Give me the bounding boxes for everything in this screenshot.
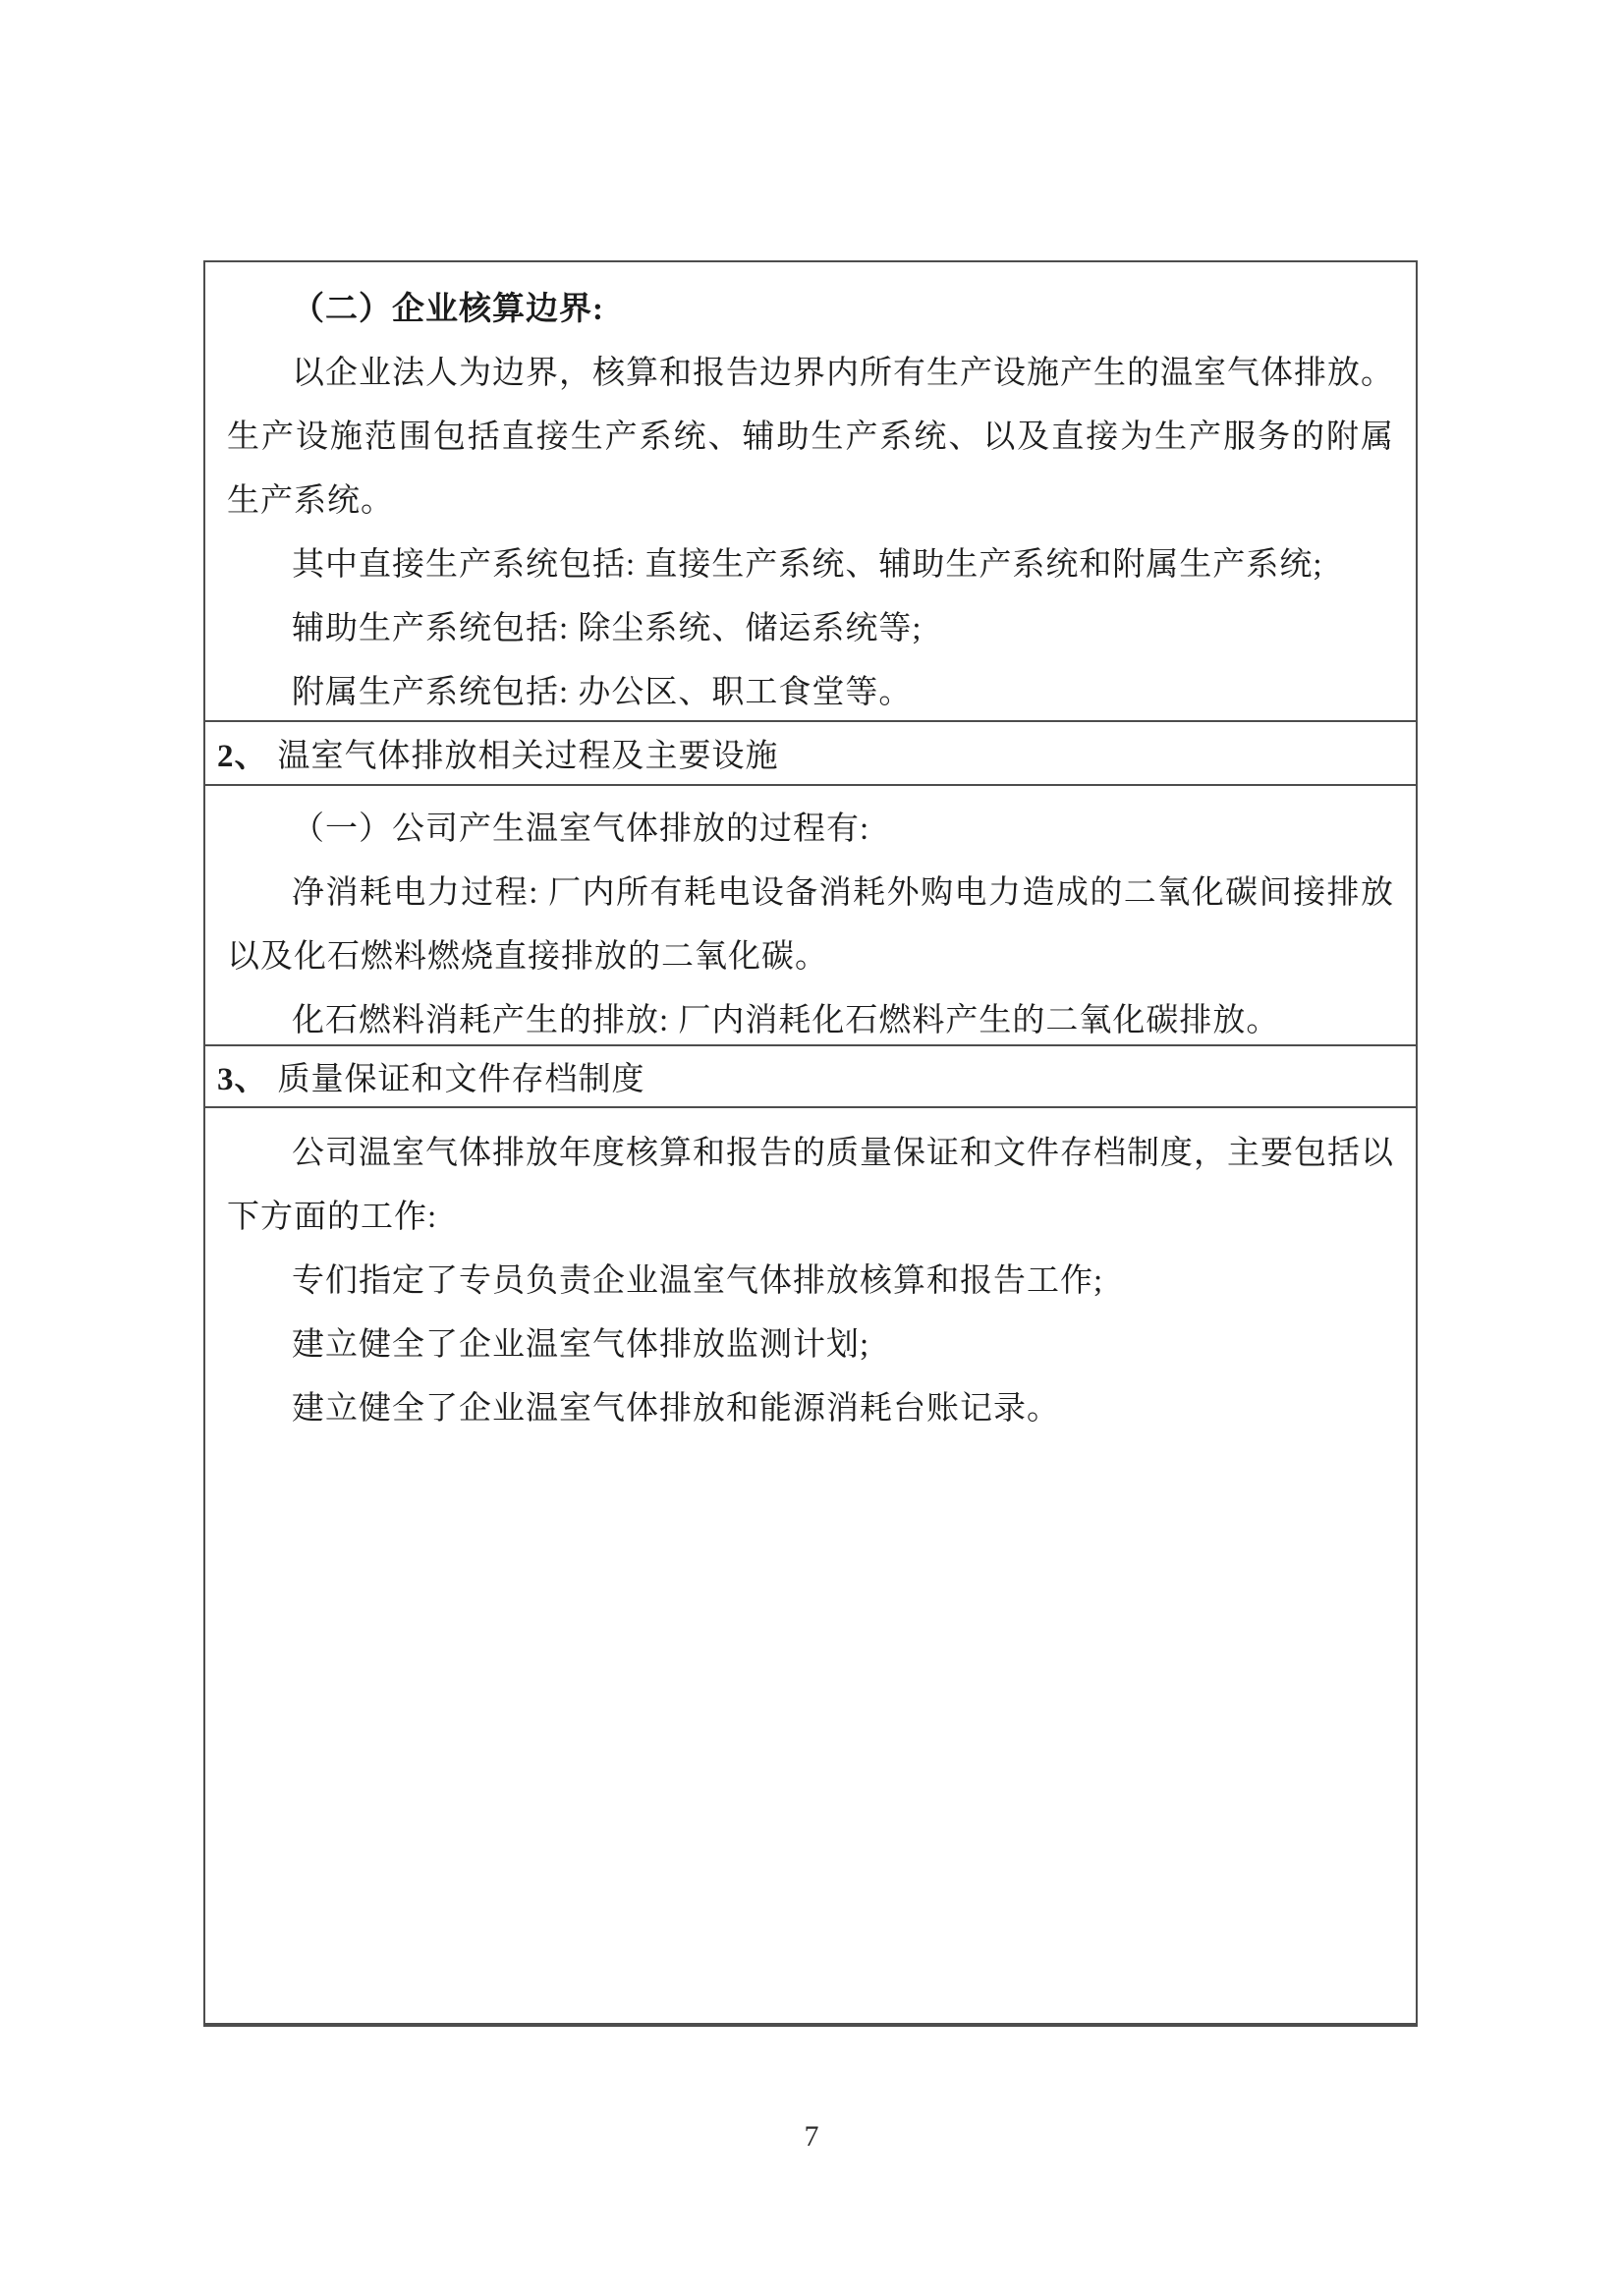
paragraph: （一）公司产生温室气体排放的过程有: <box>292 812 870 847</box>
row-heading-3-label: 质量保证和文件存档制度 <box>277 1062 645 1097</box>
section-boundary-cell <box>205 262 1416 720</box>
paragraph: 专们指定了专员负责企业温室气体排放核算和报告工作; <box>292 1263 1104 1299</box>
section-boundary-title: （二）企业核算边界: <box>292 292 604 327</box>
row-heading-2-label: 温室气体排放相关过程及主要设施 <box>277 739 779 774</box>
report-table <box>203 260 1418 2027</box>
section-process-cell <box>205 786 1416 1044</box>
row-heading-2 <box>205 720 1416 786</box>
paragraph: 建立健全了企业温室气体排放监测计划; <box>292 1327 870 1363</box>
paragraph: 以企业法人为边界，核算和报告边界内所有生产设施产生的温室气体排放。生产设施范围包括直接生产系统、辅助生产系统、以及直接为生产服务的附属生产系统。 <box>227 356 1394 519</box>
row-heading-3 <box>205 1044 1416 1108</box>
paragraph: 化石燃料消耗产生的排放: 厂内消耗化石燃料产生的二氧化碳排放。 <box>292 1003 1280 1038</box>
page-number: 7 <box>804 2120 819 2153</box>
row-heading-3-number: 3、 <box>217 1062 268 1097</box>
paragraph: 其中直接生产系统包括: 直接生产系统、辅助生产系统和附属生产系统; <box>292 547 1323 583</box>
paragraph: 附属生产系统包括: 办公区、职工食堂等。 <box>292 675 913 710</box>
section-quality-cell <box>205 1108 1416 2023</box>
row-heading-2-number: 2、 <box>217 739 268 774</box>
paragraph: 净消耗电力过程: 厂内所有耗电设备消耗外购电力造成的二氧化碳间接排放以及化石燃料燃烧直接排放的二氧化碳。 <box>227 875 1394 975</box>
paragraph: 公司温室气体排放年度核算和报告的质量保证和文件存档制度，主要包括以下方面的工作: <box>227 1136 1394 1235</box>
paragraph: 辅助生产系统包括: 除尘系统、储运系统等; <box>292 611 923 646</box>
paragraph: 建立健全了企业温室气体排放和能源消耗台账记录。 <box>292 1391 1060 1427</box>
